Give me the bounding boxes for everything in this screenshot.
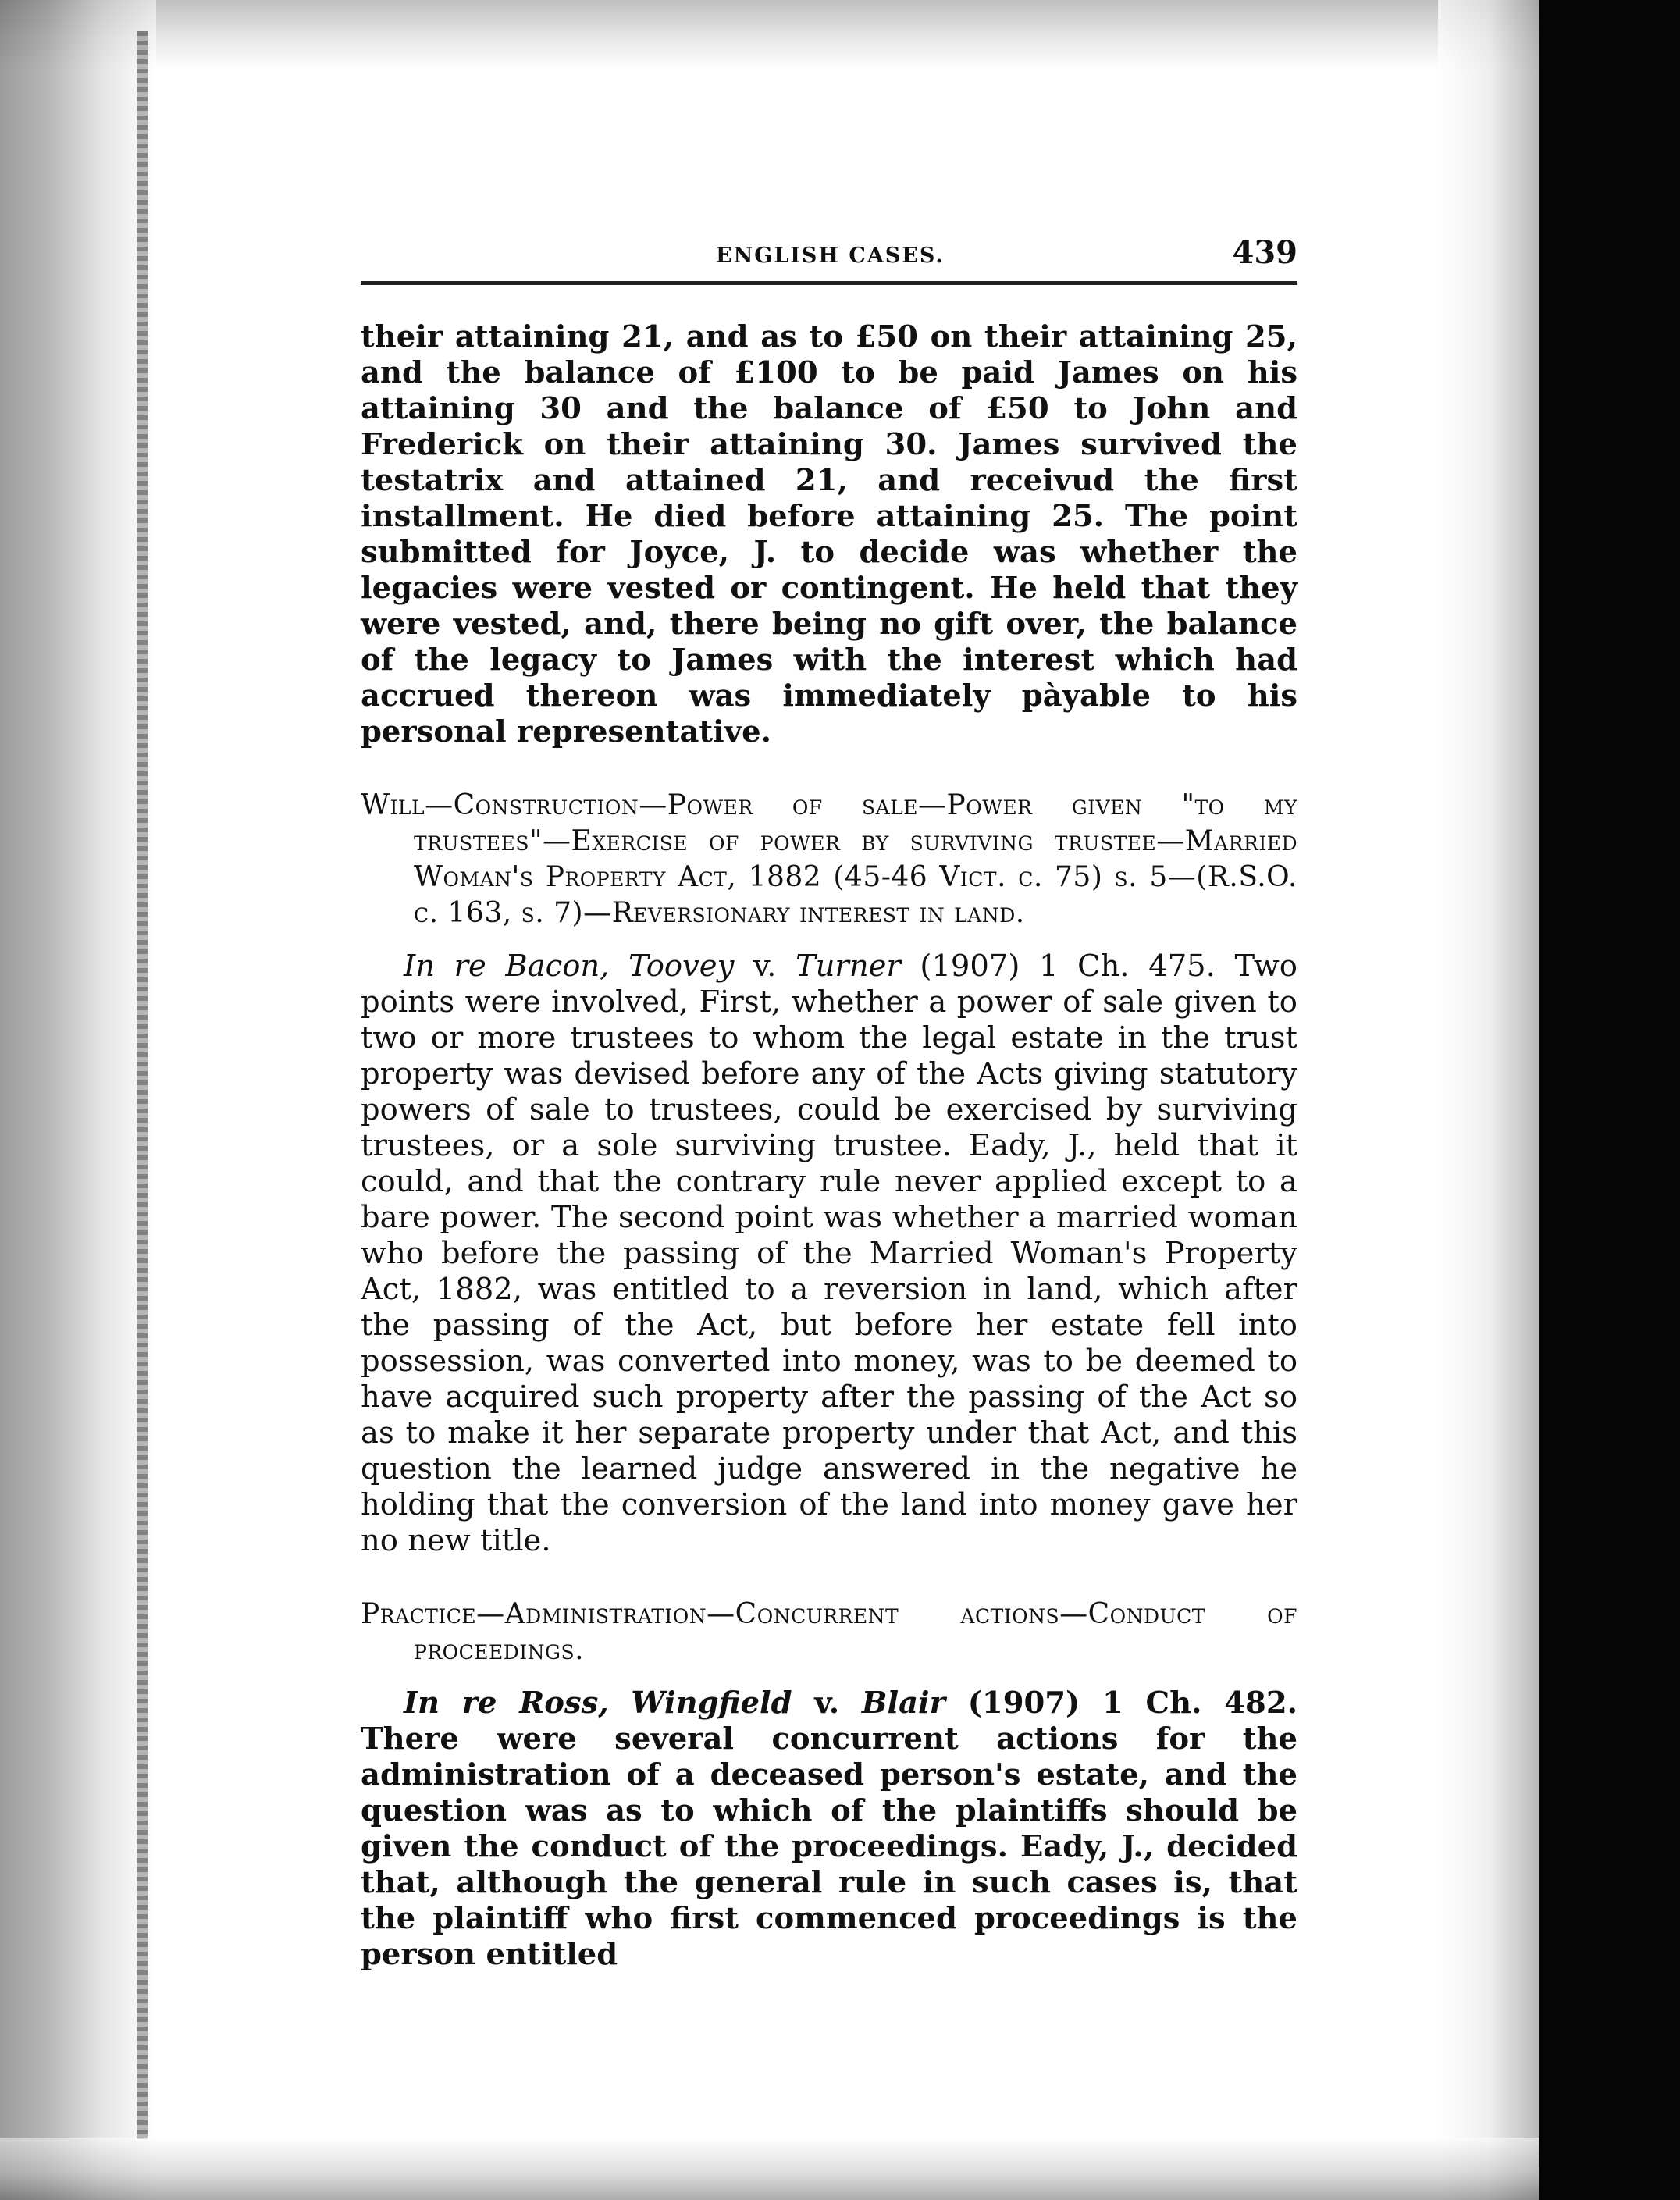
case-paragraph-ross	[361, 1686, 1297, 1973]
case-paragraph-bacon	[361, 949, 1297, 1559]
document-page	[361, 234, 1297, 1973]
case-name-party-2: Blair	[861, 1686, 945, 1721]
scan-shadow-bottom	[0, 2138, 1539, 2200]
scan-shadow-left	[0, 0, 156, 2200]
section-heading-will-construction: Will—Construction—Power of sale—Power given "to my trustees"—Exercise of power by surviving trustee—Married Woman's Property Act, 1882 (45-46 Vict. c. 75) s. 5—(R.S.O. c. 163, s. 7)—Reversionary interest in land.	[361, 789, 1297, 929]
continuation-paragraph: their attaining 21, and as to £50 on their attaining 25, and the balance of £100 to be paid James on his attaining 30 and the balance of £50 to John and Frederick on their attaining 30. James survived the testatrix and attained 21, and receivud the first installment. He died before attaining 25. The point submitted for Joyce, J. to decide was whether the legacies were vested or contingent. He held that they were vested, and, there being no gift over, the balance of the legacy to James with the interest which had accrued thereon was immediately pàyable to his personal representative.	[361, 319, 1297, 749]
case-name-in-re: In re	[404, 1686, 497, 1721]
case-name-in-re: In re	[404, 949, 486, 984]
scan-shadow-right	[1438, 0, 1539, 2200]
case-body: Two points were involved, First, whether a power of sale given to two or more trustees to whom the legal estate in the trust property was devised before any of the Acts giving statutory powers of sale to trustees, could be exercised by surviving trustees, or a sole surviving trustee. Eady, J., held that it could, and that the contrary rule never applied except to a bare power. The second point was whether a married woman who before the passing of the Married Woman's Property Act, 1882, was entitled to a reversion in land, which after the passing of the Act, but before her estate fell into possession, was converted into money, was to be deemed to have acquired such property after the passing of the Act so as to make it her separate property under that Act, and this question the learned judge answered in the negative he holding that the conversion of the land into money gave her no new title.	[361, 949, 1297, 1558]
case-name-party-2: Turner	[795, 949, 901, 984]
case-name-versus: v.	[753, 949, 777, 984]
case-body: There were several concurrent actions for the administration of a deceased person's estate, and the question was as to which of the plaintiffs should be given the conduct of the proceedings. Eady, J., decided that, although the general rule in such cases is, that the plaintiff who first commenced proceedings is the person entitled	[361, 1721, 1297, 1972]
page-number: 439	[1232, 234, 1297, 271]
case-name-party-1: Bacon, Toovey	[505, 949, 735, 984]
scan-shadow-top	[0, 0, 1539, 70]
running-head	[361, 234, 1297, 285]
case-name-party-1: Ross, Wingfield	[519, 1686, 792, 1721]
scan-border-right	[1539, 0, 1680, 2200]
section-heading-practice: Practice—Administration—Concurrent actions—Conduct of proceedings.	[361, 1598, 1297, 1666]
case-name-versus: v.	[814, 1686, 840, 1721]
case-citation: (1907) 1 Ch. 482.	[967, 1686, 1298, 1721]
running-title: ENGLISH CASES.	[716, 244, 945, 268]
case-citation: (1907) 1 Ch. 475.	[920, 949, 1216, 984]
binding-strip	[137, 31, 148, 2139]
